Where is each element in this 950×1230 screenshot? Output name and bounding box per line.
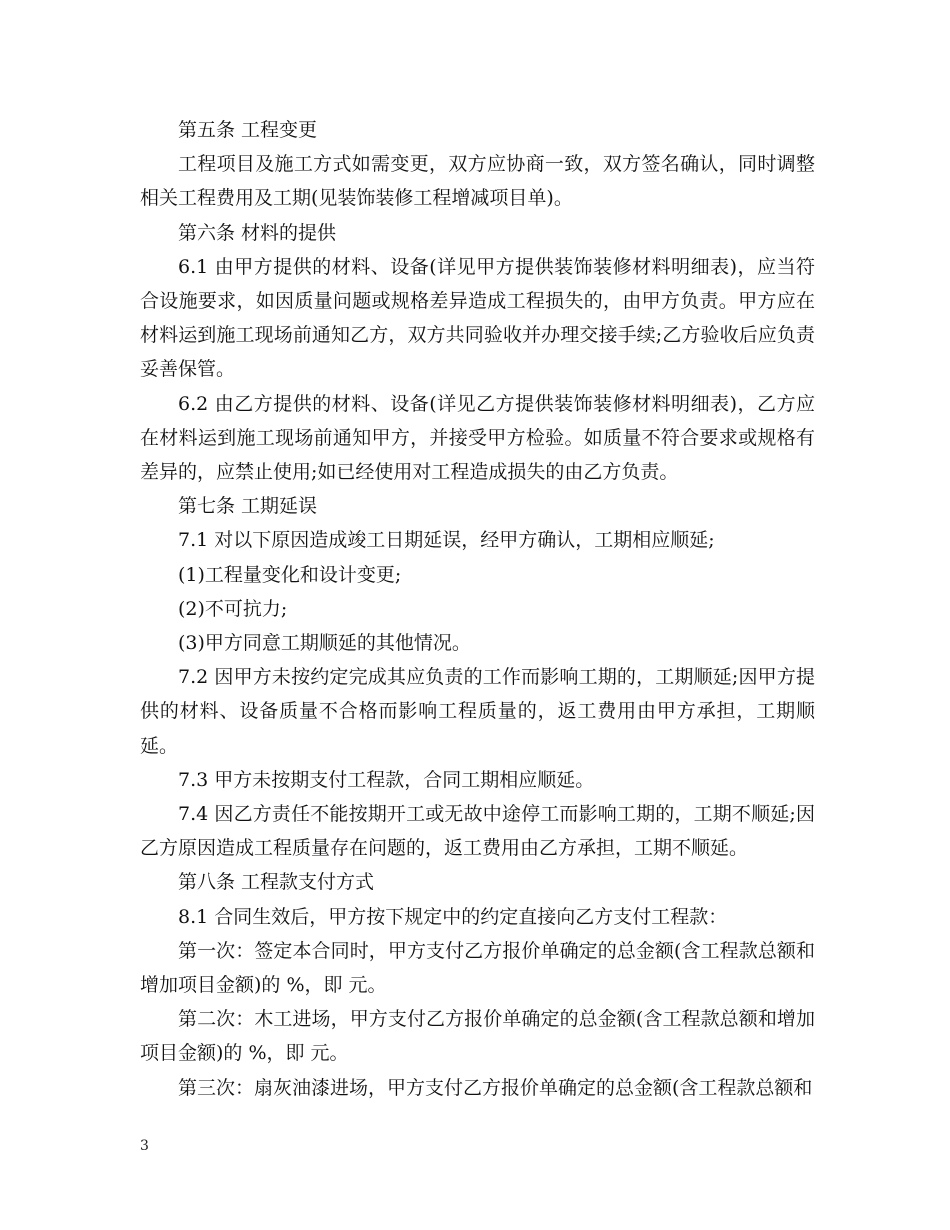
paragraph: 第二次：木工进场，甲方支付乙方报价单确定的总金额(含工程款总额和增加项目金额)的 %，即 元。 [140,1008,815,1065]
paragraph: 6.2 由乙方提供的材料、设备(详见乙方提供装饰装修材料明细表)，乙方应在材料运到施工现场前通知甲方，并接受甲方检验。如质量不符合要求或规格有差异的，应禁止使用;如已经使用对工程造成损失的由乙方负责。 [140,392,815,484]
list-item: (1)工程量变化和设计变更; [178,563,402,586]
paragraph: 工程项目及施工方式如需变更，双方应协商一致，双方签名确认，同时调整相关工程费用及工期(见装饰装修工程增减项目单)。 [140,153,815,210]
paragraph: 7.3 甲方未按期支付工程款，合同工期相应顺延。 [178,768,595,791]
paragraph: 7.2 因甲方未按约定完成其应负责的工作而影响工期的，工期顺延;因甲方提供的材料、设备质量不合格而影响工程质量的，返工费用由甲方承担，工期顺延。 [140,666,815,757]
paragraph: 8.1 合同生效后，甲方按下规定中的约定直接向乙方支付工程款： [178,905,728,928]
list-item: (3)甲方同意工期顺延的其他情况。 [178,632,471,655]
paragraph: 第三次：扇灰油漆进场，甲方支付乙方报价单确定的总金额(含工程款总额和 [178,1076,813,1099]
article-heading: 第六条 材料的提供 [178,221,337,244]
article-heading: 第七条 工期延误 [178,495,318,518]
document-body [140,113,815,1105]
paragraph: 第一次：签定本合同时，甲方支付乙方报价单确定的总金额(含工程款总额和增加项目金额)的 %，即 元。 [140,939,815,997]
article-heading: 第五条 工程变更 [178,119,318,141]
article-heading: 第八条 工程款支付方式 [178,871,375,894]
paragraph: 7.1 对以下原因造成竣工日期延误，经甲方确认，工期相应顺延; [178,529,715,552]
page-number: 3 [140,1138,149,1154]
paragraph: 7.4 因乙方责任不能按期开工或无故中途停工而影响工期的，工期不顺延;因乙方原因造成工程质量存在问题的，返工费用由乙方承担，工期不顺延。 [140,803,815,860]
paragraph: 6.1 由甲方提供的材料、设备(详见甲方提供装饰装修材料明细表)，应当符合设施要求，如因质量问题或规格差异造成工程损失的，由甲方负责。甲方应在材料运到施工现场前通知乙方，双方共同验收并办理交接手续;乙方验收后应负责妥善保管。 [140,255,815,381]
list-item: (2)不可抗力; [178,597,288,620]
